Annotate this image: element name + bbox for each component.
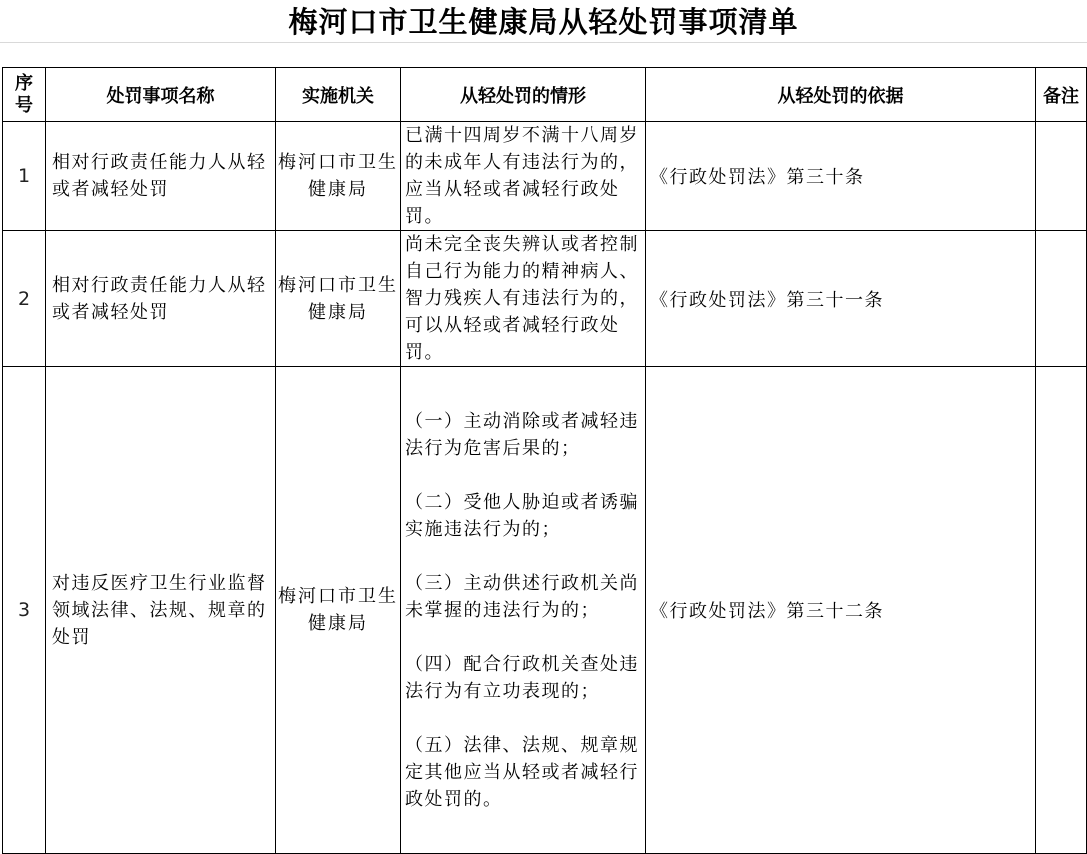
situation-clause: （三）主动供述行政机关尚未掌握的违法行为的； (405, 572, 639, 621)
situation-clause: （二）受他人胁迫或者诱骗实施违法行为的； (405, 491, 639, 540)
page-title: 梅河口市卫生健康局从轻处罚事项清单 (288, 5, 799, 39)
row-seq: 3 (3, 367, 46, 854)
situation-clause: （五）法律、法规、规章规定其他应当从轻或者减轻行政处罚的。 (405, 734, 639, 810)
situation-clause: 已满十四周岁不满十八周岁的未成年人有违法行为的，应当从轻或者减轻行政处罚。 (405, 125, 639, 227)
row-seq: 1 (3, 122, 46, 231)
penalty-table (2, 67, 1087, 854)
situation-clause: （四）配合行政机关查处违法行为有立功表现的； (405, 653, 639, 702)
table-row (3, 367, 1087, 854)
row-org: 梅河口市卫生健康局 (276, 367, 401, 854)
row-seq: 2 (3, 231, 46, 367)
row-basis: 《行政处罚法》第三十二条 (646, 367, 1036, 854)
row-basis: 《行政处罚法》第三十一条 (646, 231, 1036, 367)
row-basis: 《行政处罚法》第三十条 (646, 122, 1036, 231)
row-note (1036, 231, 1087, 367)
header-item-name: 处罚事项名称 (46, 68, 276, 122)
row-item-name: 相对行政责任能力人从轻或者减轻处罚 (46, 231, 276, 367)
header-situation: 从轻处罚的情形 (401, 68, 646, 122)
row-situation (401, 122, 646, 231)
header-org: 实施机关 (276, 68, 401, 122)
row-item-name: 对违反医疗卫生行业监督领域法律、法规、规章的处罚 (46, 367, 276, 854)
row-note (1036, 367, 1087, 854)
header-seq: 序号 (3, 68, 46, 122)
row-org: 梅河口市卫生健康局 (276, 122, 401, 231)
spacer-row (0, 42, 1087, 67)
header-row (3, 68, 1087, 122)
row-org: 梅河口市卫生健康局 (276, 231, 401, 367)
row-situation (401, 231, 646, 367)
header-basis: 从轻处罚的依据 (646, 68, 1036, 122)
row-note (1036, 122, 1087, 231)
row-item-name: 相对行政责任能力人从轻或者减轻处罚 (46, 122, 276, 231)
table-row (3, 231, 1087, 367)
header-note: 备注 (1036, 68, 1087, 122)
situation-clause: （一）主动消除或者减轻违法行为危害后果的； (405, 410, 639, 459)
row-situation (401, 367, 646, 854)
table-row (3, 122, 1087, 231)
situation-clause: 尚未完全丧失辨认或者控制自己行为能力的精神病人、智力残疾人有违法行为的，可以从轻或者减轻行政处罚。 (405, 234, 639, 363)
